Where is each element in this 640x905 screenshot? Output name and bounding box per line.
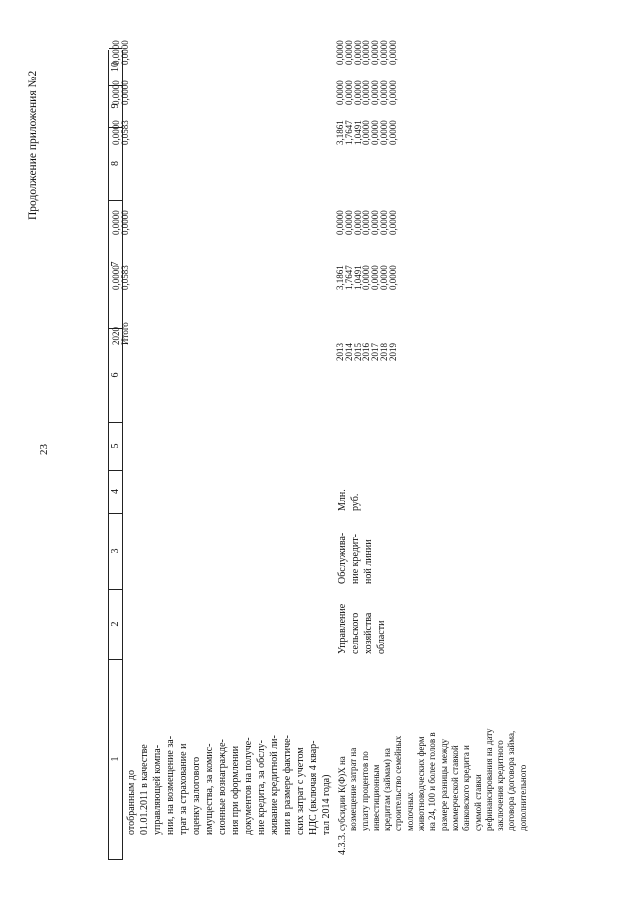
- header-col-5: 5: [109, 422, 122, 471]
- top-years: 2020 Итого: [111, 322, 130, 345]
- page-number: 23: [38, 444, 50, 455]
- item-executor: Управление сельского хозяйства области: [337, 603, 387, 654]
- item-col-10-values: 0,0000 0,0000 0,0000 0,0000 0,0000 0,0000 0,0000: [335, 40, 398, 65]
- item-number: 4.3.3.: [337, 832, 348, 855]
- item-col-8-values: 3,1861 1,7647 1,0491 0,0000 0,0000 0,0000 0,0000: [335, 120, 398, 145]
- continuation-text: отобранным до 01.01.2011 в качестве управляющей компа- нии, на возмещение за- трат за страхование и оценку залогового имущества, за комис- сионные вознагражде- ния при оформлении документов на получе- ние кредита, за обслу- живание кредитной ли- нии в размере фактиче- ских затрат с учетом НДС (включая 4 квар- тал 2014 года): [126, 735, 332, 835]
- header-col-8: 8: [109, 127, 122, 201]
- item-unit: Млн. руб.: [337, 489, 361, 511]
- item-col-6-values: 3,1861 1,7647 1,0491 0,0000 0,0000 0,0000 0,0000: [335, 265, 398, 290]
- top-col-7-values: 0,0000 0,0000: [111, 210, 130, 235]
- header-col-3: 3: [109, 513, 122, 590]
- item-years: 2013 2014 2015 2016 2017 2018 2019: [335, 343, 398, 361]
- header-col-9: 9: [109, 85, 122, 128]
- header-col-7: 7: [109, 200, 122, 329]
- item-col-9-values: 0,0000 0,0000 0,0000 0,0000 0,0000 0,0000 0,0000: [335, 80, 398, 105]
- top-col-10-values: 0,0000 0,0000: [111, 40, 130, 65]
- top-col-8-values: 0,0000 0,0583: [111, 120, 130, 145]
- item-event: Обслужива- ние кредит- ной линии: [337, 532, 374, 584]
- header-col-1: 1: [109, 659, 122, 860]
- top-col-6-values: 0,0000 0,0583: [111, 265, 130, 290]
- item-col-7-values: 0,0000 0,0000 0,0000 0,0000 0,0000 0,0000 0,0000: [335, 210, 398, 235]
- appendix-title: Продолжение приложения №2: [27, 70, 39, 220]
- table-header-row: [108, 50, 123, 860]
- header-col-4: 4: [109, 470, 122, 514]
- top-col-9-values: 0,0000 0,0000: [111, 80, 130, 105]
- header-col-6: 6: [109, 328, 122, 423]
- header-col-2: 2: [109, 589, 122, 660]
- header-col-10: 10: [109, 48, 122, 86]
- item-description: субсидии К(Ф)Х на возмещение затрат на уплату процентов по инвестиционным кредитам (займам) на строительство семейных молочных животноводческих ферм на 24, 100 и более голов в размере разницы между коммерческой ставкой банковского кредита и суммой ставки рефинансирования на дату заключения кредитного договора (договора займа, дополнительного: [337, 728, 528, 831]
